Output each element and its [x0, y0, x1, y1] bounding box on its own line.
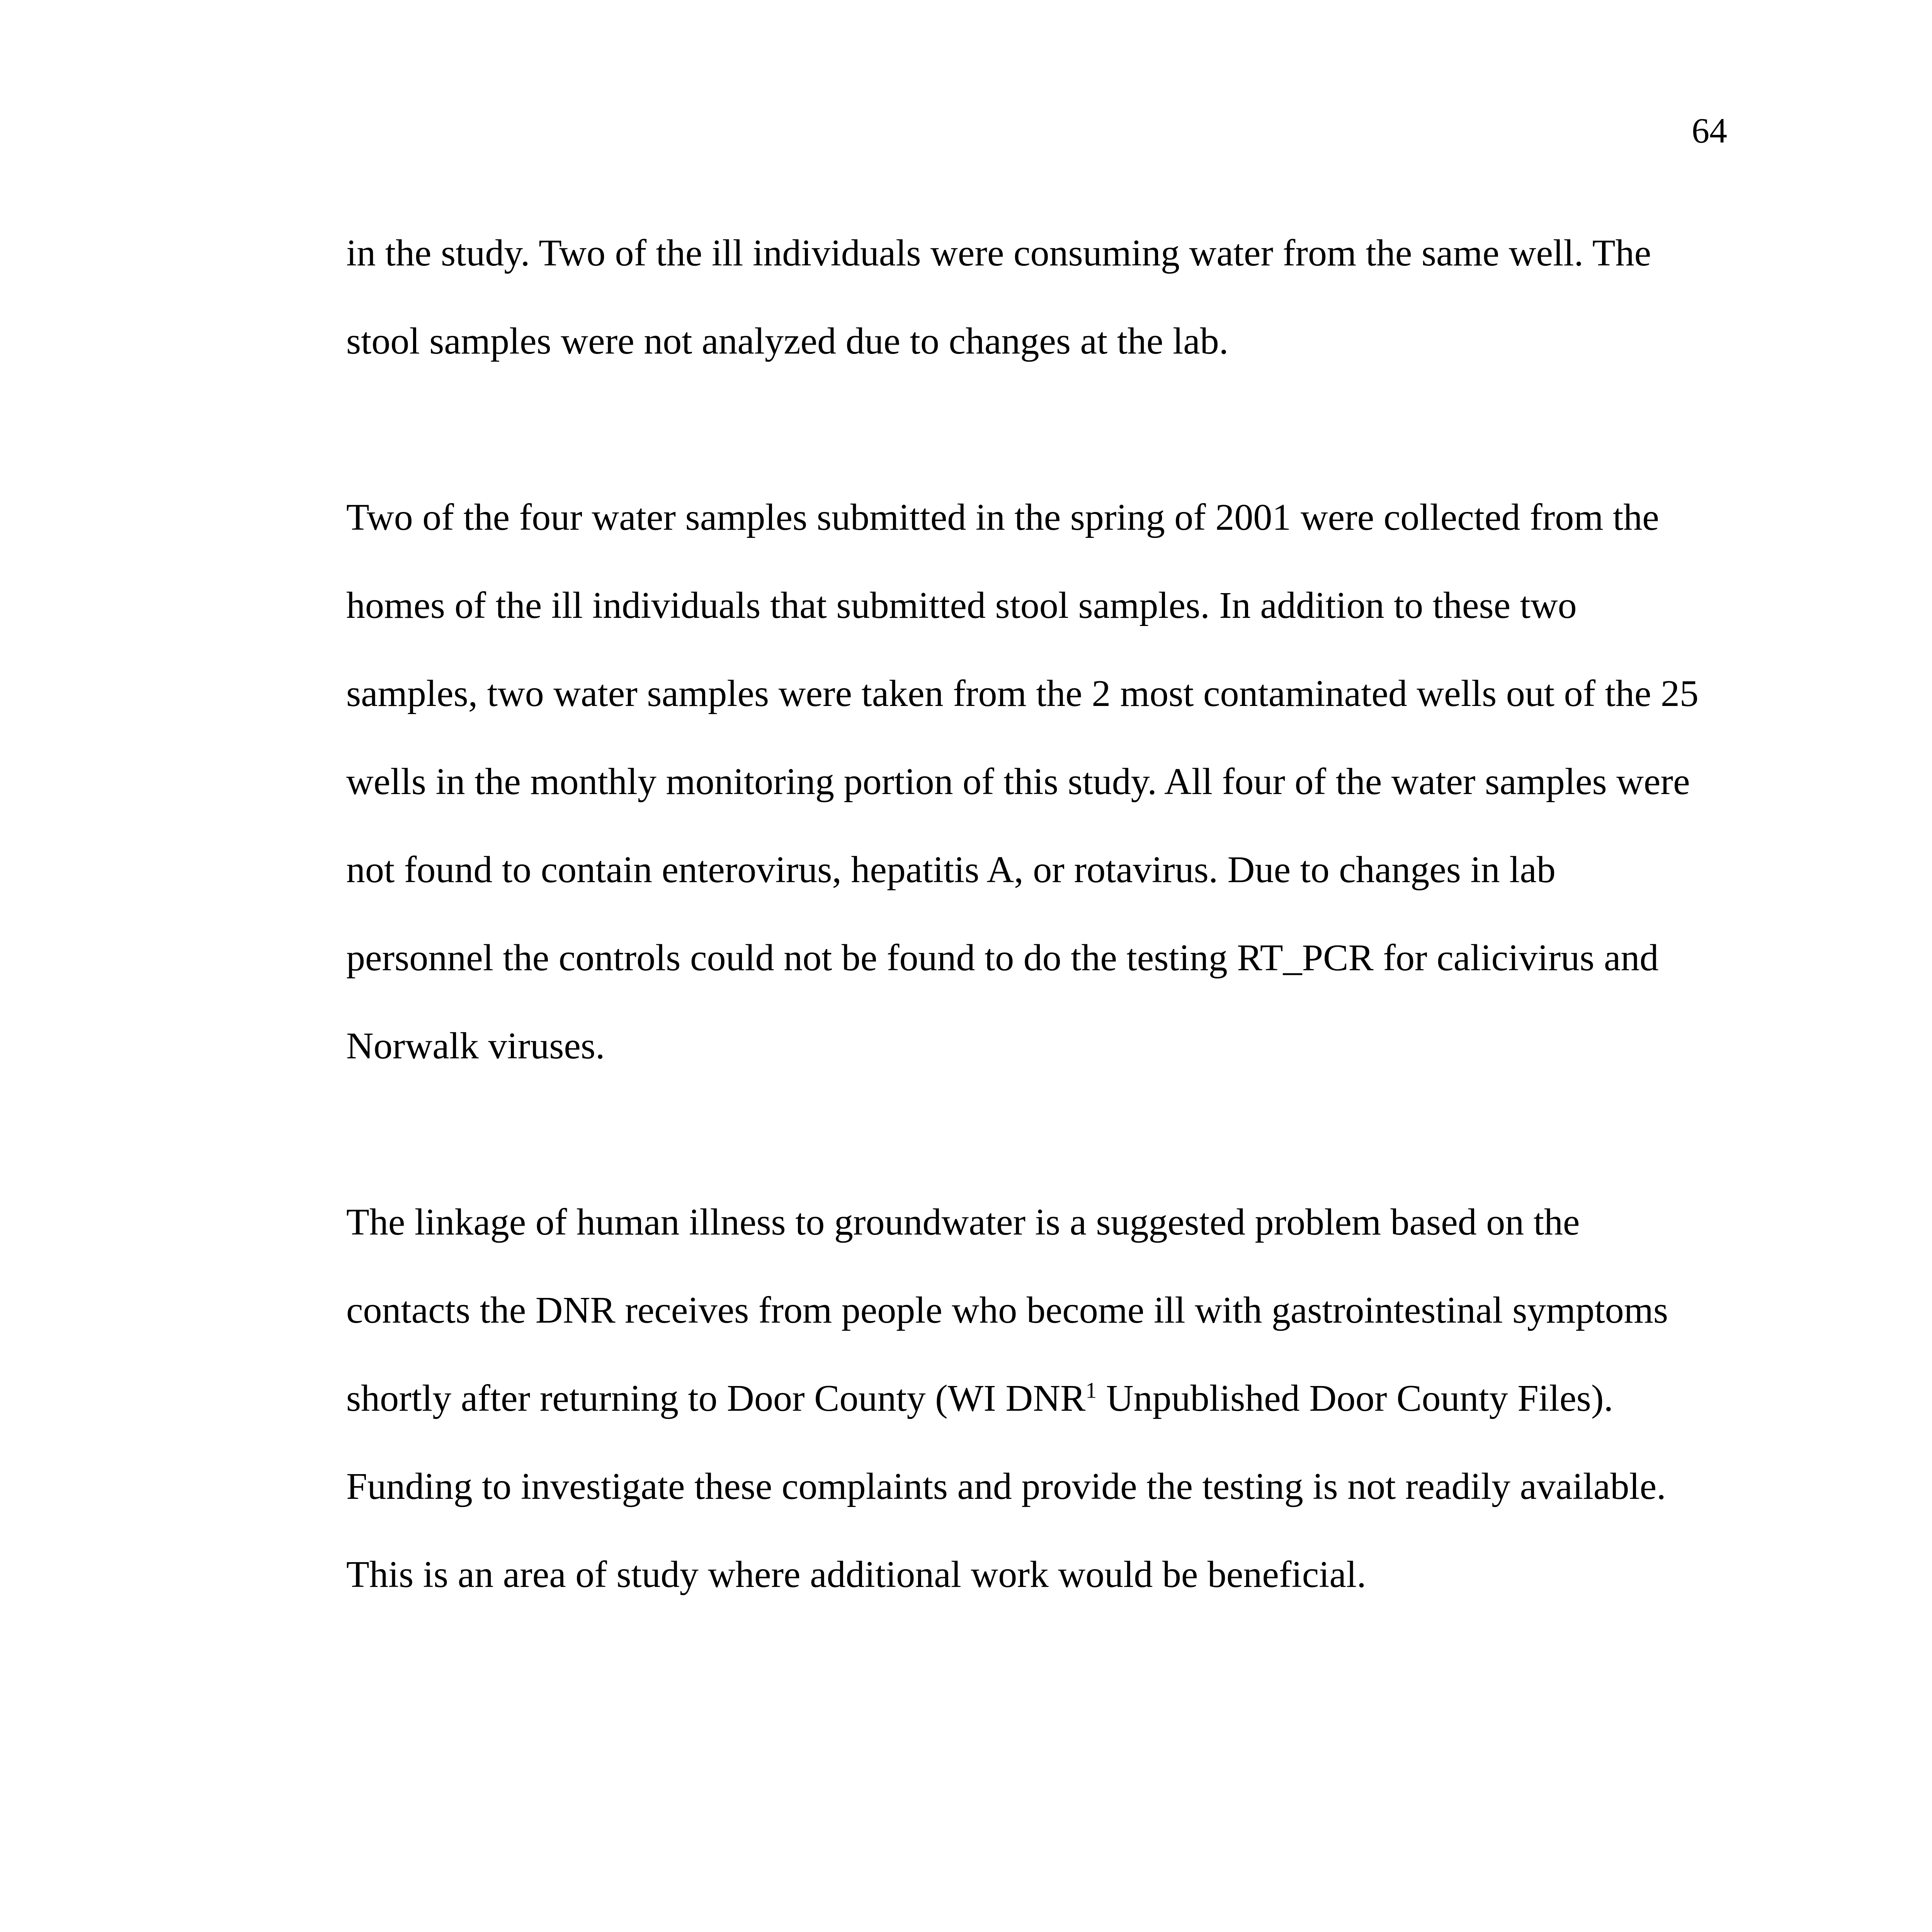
text-line: Funding to investigate these complaints and provide the testing is not readily available.	[346, 1466, 1666, 1507]
text-line: not found to contain enterovirus, hepatitis A, or rotavirus. Due to changes in lab	[346, 849, 1556, 891]
text-segment: shortly after returning to Door County (WI DNR	[346, 1378, 1086, 1419]
text-line: wells in the monthly monitoring portion of this study. All four of the water samples were	[346, 761, 1690, 803]
text-line: stool samples were not analyzed due to changes at the lab.	[346, 320, 1229, 362]
page-number: 64	[1692, 111, 1727, 150]
text-line: This is an area of study where additional work would be beneficial.	[346, 1554, 1366, 1595]
text-line: contacts the DNR receives from people who become ill with gastrointestinal symptoms	[346, 1289, 1668, 1331]
text-line: homes of the ill individuals that submitted stool samples. In addition to these two	[346, 585, 1577, 626]
text-line: in the study. Two of the ill individuals were consuming water from the same well. The	[346, 232, 1651, 274]
text-segment: Unpublished Door County Files).	[1097, 1378, 1613, 1419]
text-line: samples, two water samples were taken from the 2 most contaminated wells out of the 25	[346, 673, 1699, 714]
text-line-with-footnote	[346, 1379, 1613, 1417]
text-line: Norwalk viruses.	[346, 1025, 605, 1067]
footnote-marker: 1	[1085, 1378, 1097, 1403]
text-line: personnel the controls could not be found to do the testing RT_PCR for calicivirus and	[346, 937, 1659, 979]
text-line: Two of the four water samples submitted in the spring of 2001 were collected from the	[346, 497, 1659, 538]
text-line: The linkage of human illness to groundwater is a suggested problem based on the	[346, 1201, 1580, 1243]
